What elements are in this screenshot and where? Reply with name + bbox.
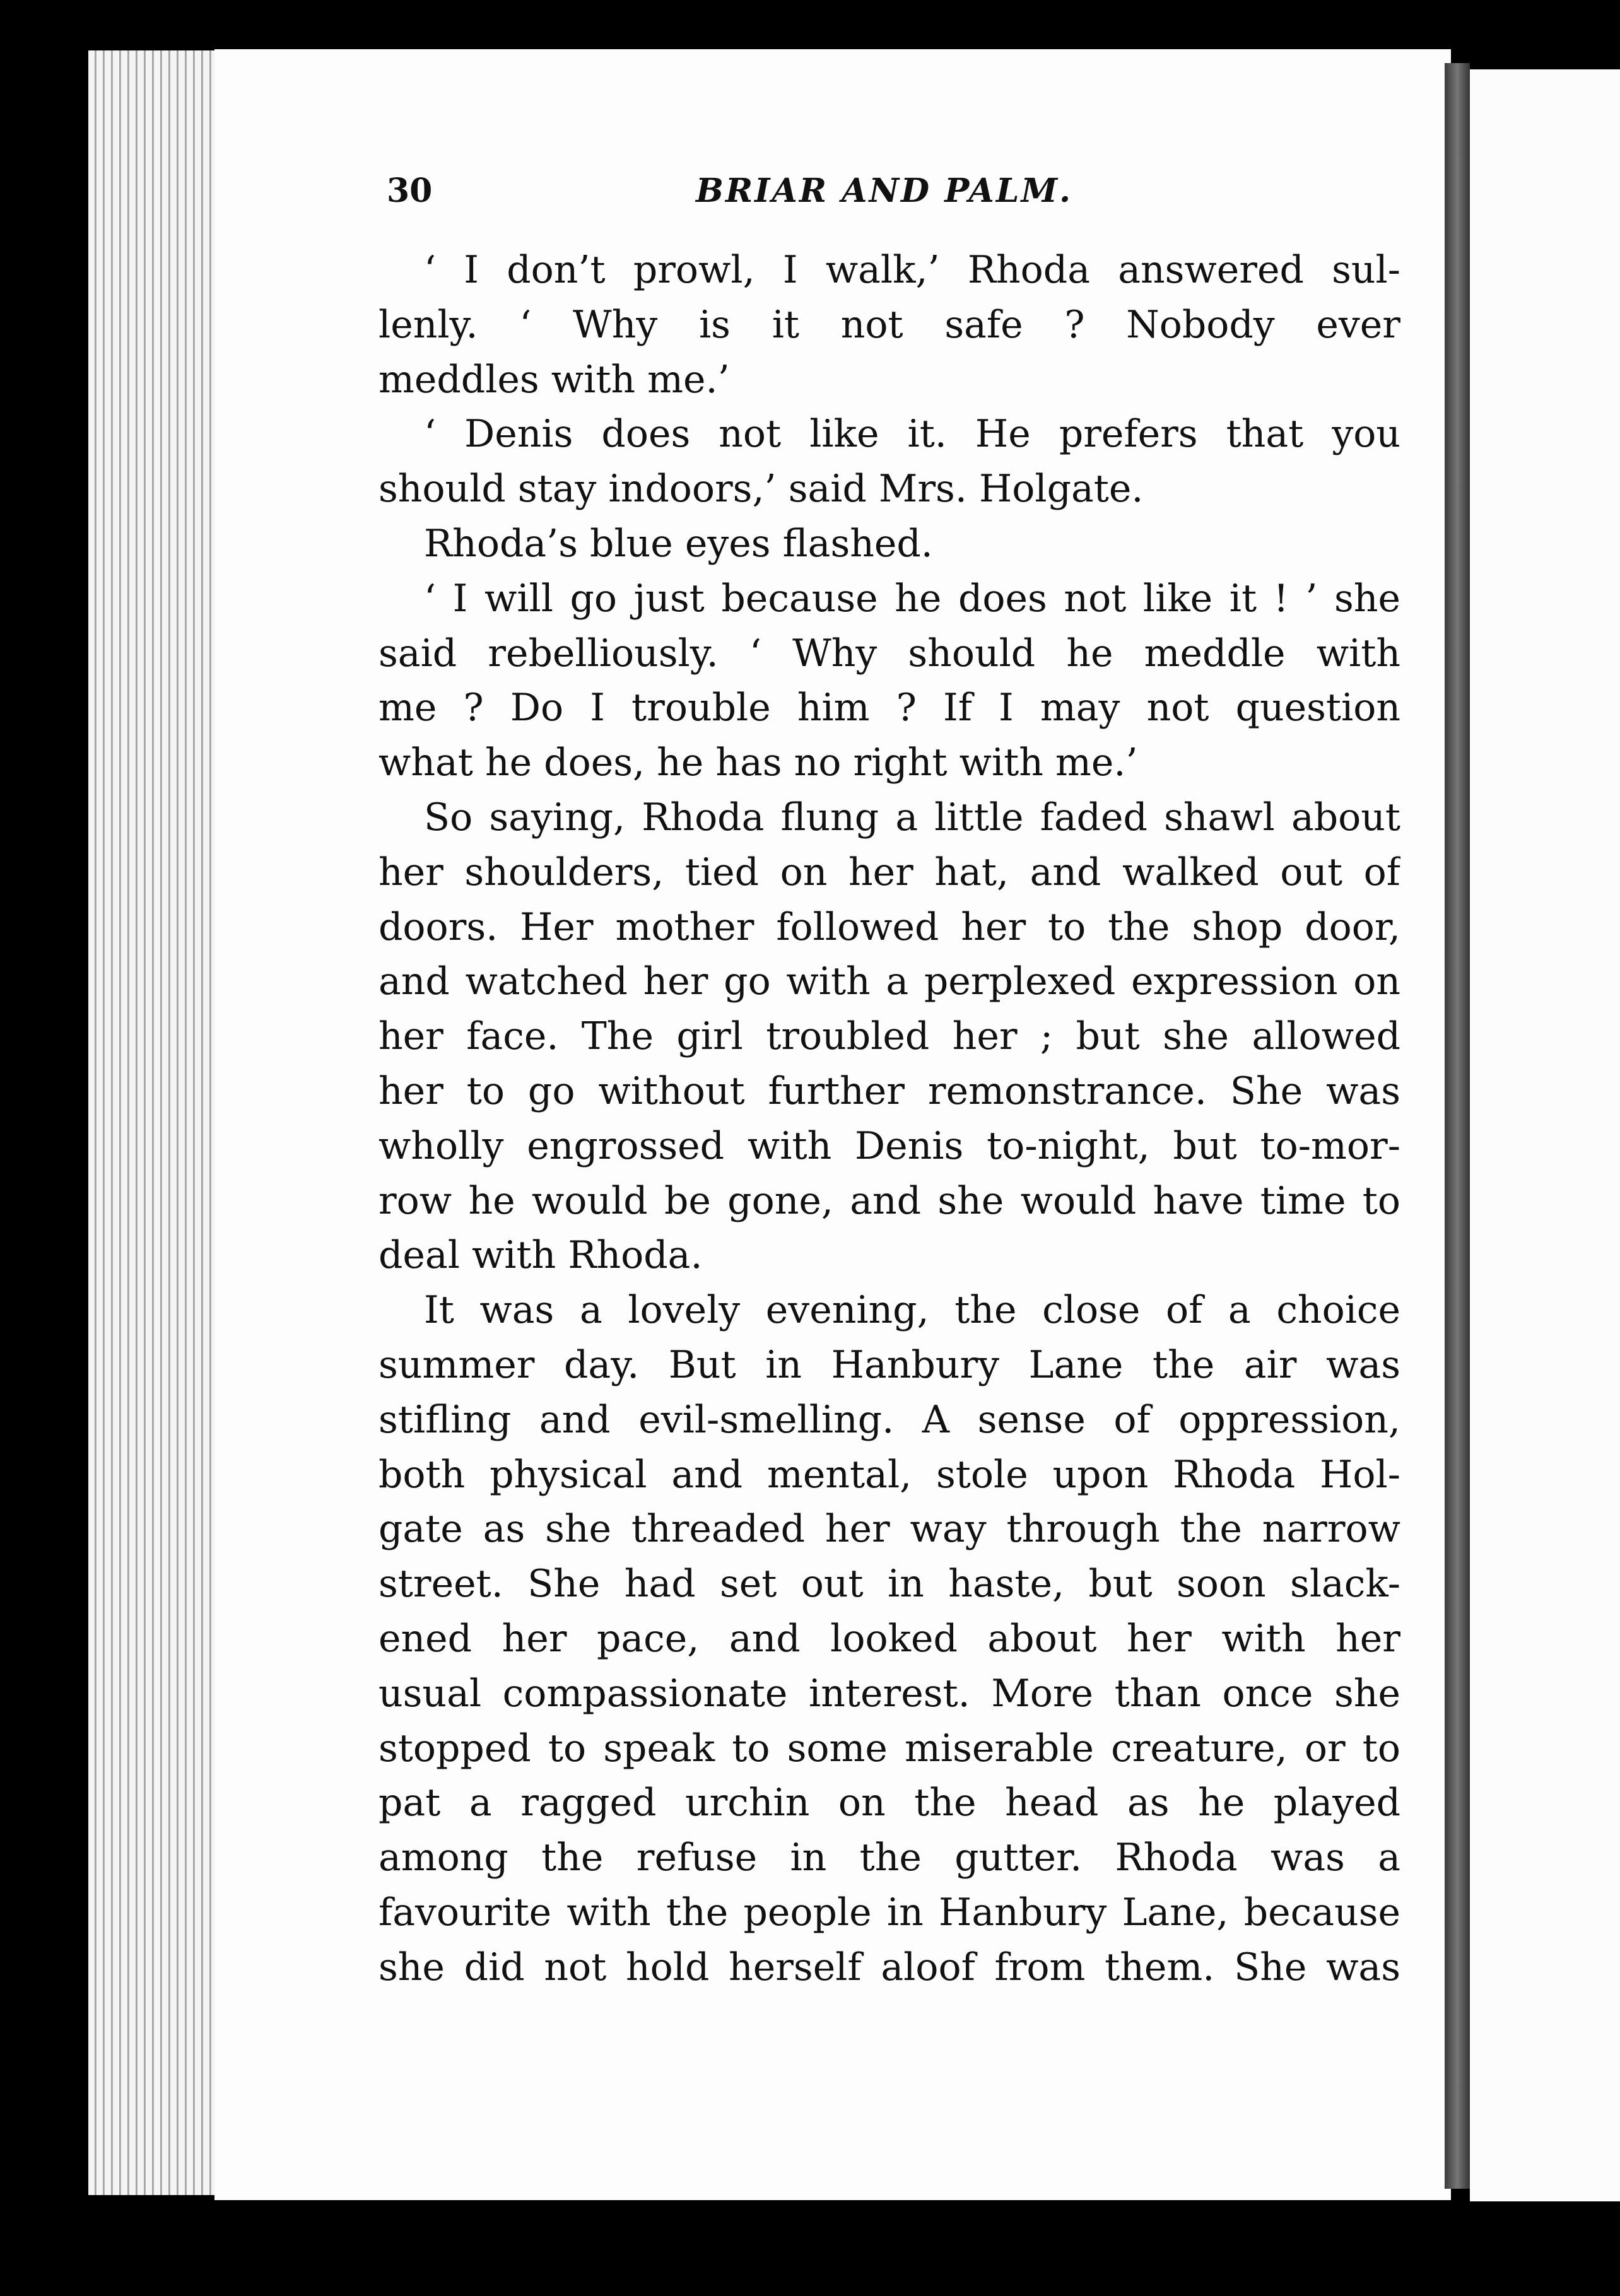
text-line: So saying, Rhoda flung a little faded shawl about (424, 795, 1400, 840)
text-line: ened her pace, and looked about her with her (379, 1616, 1400, 1661)
text-line: should stay indoors,’ said Mrs. Holgate. (379, 467, 1144, 512)
text-line: lenly. ‘ Why is it not safe ? Nobody ever (379, 302, 1400, 347)
facing-page (1470, 69, 1620, 2201)
text-line: ‘ Denis does not like it. He prefers that you (424, 412, 1400, 457)
text-line: Rhoda’s blue eyes flashed. (424, 521, 933, 566)
text-line: doors. Her mother followed her to the shop door, (379, 905, 1400, 949)
text-line: among the refuse in the gutter. Rhoda was a (379, 1836, 1400, 1880)
text-line: me ? Do I trouble him ? If I may not question (379, 686, 1400, 730)
text-line: usual compassionate interest. More than once she (379, 1671, 1400, 1716)
text-line: she did not hold herself aloof from them. She was (379, 1945, 1400, 1989)
text-line: summer day. But in Hanbury Lane the air was (379, 1342, 1400, 1387)
running-head (387, 169, 1396, 213)
text-line: her to go without further remonstrance. She was (379, 1069, 1400, 1113)
text-line: favourite with the people in Hanbury Lane, because (379, 1890, 1400, 1935)
text-line: ‘ I will go just because he does not like it ! ’ she (424, 576, 1400, 621)
gutter-shadow (1445, 63, 1470, 2189)
text-line: what he does, he has no right with me.’ (379, 741, 1138, 785)
text-line: her shoulders, tied on her hat, and walked out of (379, 850, 1400, 894)
text-line: said rebelliously. ‘ Why should he meddle with (379, 631, 1400, 676)
text-line: deal with Rhoda. (379, 1233, 703, 1278)
text-line: meddles with me.’ (379, 357, 730, 402)
page-edges (88, 50, 221, 2195)
text-line: her face. The girl troubled her ; but she allowed (379, 1014, 1400, 1059)
text-line: both physical and mental, stole upon Rhoda Hol- (379, 1452, 1400, 1497)
book-title: BRIAR AND PALM. (696, 172, 1073, 210)
text-line: It was a lovely evening, the close of a choice (424, 1288, 1400, 1333)
body-text (379, 243, 1400, 1995)
text-line: wholly engrossed with Denis to-night, but to-mor- (379, 1123, 1400, 1168)
text-line: street. She had set out in haste, but soon slack- (379, 1562, 1400, 1607)
page-number: 30 (387, 172, 433, 210)
text-line: row he would be gone, and she would have time to (379, 1178, 1400, 1223)
text-line: pat a ragged urchin on the head as he played (379, 1781, 1400, 1825)
text-line: stopped to speak to some miserable creature, or to (379, 1726, 1400, 1771)
text-line: stifling and evil-smelling. A sense of oppression, (379, 1397, 1400, 1442)
text-line: ‘ I don’t prowl, I walk,’ Rhoda answered sul- (424, 248, 1400, 292)
text-line: gate as she threaded her way through the narrow (379, 1507, 1400, 1552)
text-line: and watched her go with a perplexed expression on (379, 959, 1400, 1004)
